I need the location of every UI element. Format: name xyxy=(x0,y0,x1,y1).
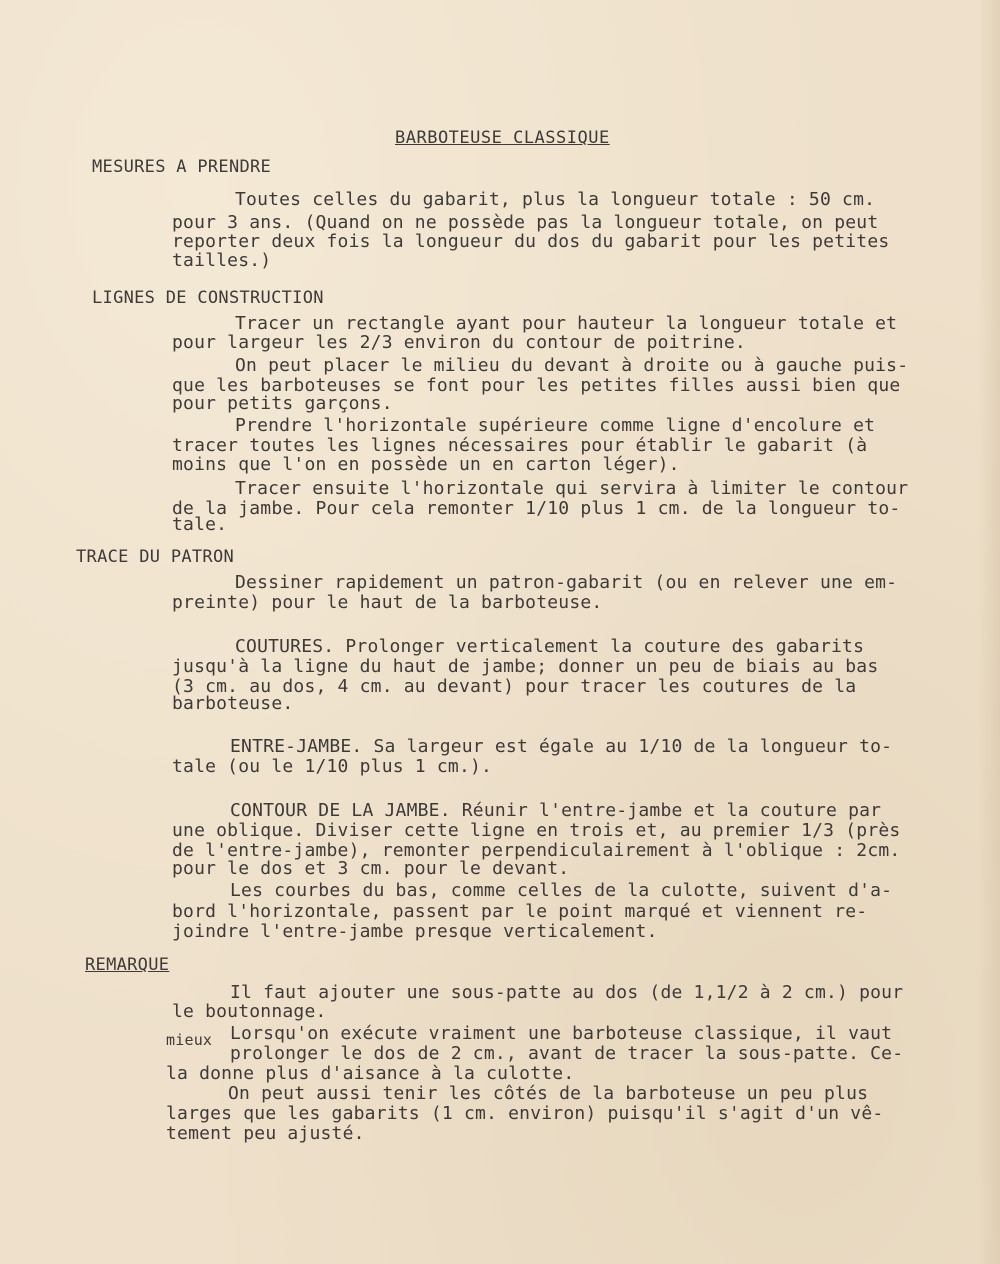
mesures-line-1: pour 3 ans. (Quand on ne possède pas la longueur totale, on peut xyxy=(172,212,879,233)
lignes-line-4: pour petits garçons. xyxy=(172,393,393,414)
entrejambe-line-0: ENTRE-JAMBE. Sa largeur est égale au 1/10 de la longueur to- xyxy=(230,736,893,757)
entrejambe-line-1: tale (ou le 1/10 plus 1 cm.). xyxy=(172,756,493,777)
lignes-line-2: On peut placer le milieu du devant à droite ou à gauche puis- xyxy=(235,355,909,376)
lignes-line-3: que les barboteuses se font pour les petites filles aussi bien que xyxy=(172,375,901,396)
lignes-line-5: Prendre l'horizontale supérieure comme ligne d'encolure et xyxy=(235,415,876,436)
remarque-line-6: larges que les gabarits (1 cm. environ) puisqu'il s'agit d'un vê- xyxy=(166,1103,884,1124)
contour-line-1: une oblique. Diviser cette ligne en trois et, au premier 1/3 (près xyxy=(172,820,901,841)
document-title: BARBOTEUSE CLASSIQUE xyxy=(395,128,610,148)
contour-line-3: pour le dos et 3 cm. pour le devant. xyxy=(172,858,570,879)
remarque-line-3: prolonger le dos de 2 cm., avant de tracer la sous-patte. Ce- xyxy=(230,1043,904,1064)
heading-remarque: REMARQUE xyxy=(85,955,170,975)
contour-line-6: joindre l'entre-jambe presque verticalement. xyxy=(172,921,658,942)
lignes-line-10: tale. xyxy=(172,514,228,535)
lignes-line-0: Tracer un rectangle ayant pour hauteur la longueur totale et xyxy=(235,313,898,334)
coutures-line-2: (3 cm. au dos, 4 cm. au devant) pour tracer les coutures de la xyxy=(172,676,857,697)
lignes-line-9: de la jambe. Pour cela remonter 1/10 plus 1 cm. de la longueur to- xyxy=(172,498,901,519)
contour-line-5: bord l'horizontale, passent par le point marqué et viennent re- xyxy=(172,901,868,922)
contour-line-4: Les courbes du bas, comme celles de la culotte, suivent d'a- xyxy=(230,880,893,901)
mesures-line-0: Toutes celles du gabarit, plus la longueur totale : 50 cm. xyxy=(235,189,876,210)
remarque-line-4: la donne plus d'aisance à la culotte. xyxy=(166,1063,575,1084)
trace-line-0: Dessiner rapidement un patron-gabarit (ou en relever une em- xyxy=(235,572,898,593)
remarque-line-2: Lorsqu'on exécute vraiment une barboteuse classique, il vaut xyxy=(230,1023,893,1044)
lignes-line-7: moins que l'on en possède un en carton léger). xyxy=(172,454,680,475)
remarque-line-7: tement peu ajusté. xyxy=(166,1123,365,1144)
lignes-line-8: Tracer ensuite l'horizontale qui servira à limiter le contour xyxy=(235,478,909,499)
trace-line-1: preinte) pour le haut de la barboteuse. xyxy=(172,592,603,613)
remarque-line-5: On peut aussi tenir les côtés de la barboteuse un peu plus xyxy=(228,1083,869,1104)
coutures-line-0: COUTURES. Prolonger verticalement la couture des gabarits xyxy=(235,636,865,657)
paper-edge-shadow xyxy=(978,0,1000,1264)
heading-trace: TRACE DU PATRON xyxy=(76,547,235,567)
remarque-margin-word: mieux xyxy=(166,1031,213,1049)
heading-mesures: MESURES A PRENDRE xyxy=(92,157,272,177)
mesures-line-2: reporter deux fois la longueur du dos du gabarit pour les petites xyxy=(172,231,890,252)
coutures-line-1: jusqu'à la ligne du haut de jambe; donner un peu de biais au bas xyxy=(172,656,879,677)
lignes-line-6: tracer toutes les lignes nécessaires pour établir le gabarit (à xyxy=(172,435,868,456)
heading-lignes: LIGNES DE CONSTRUCTION xyxy=(92,288,324,308)
mesures-line-3: tailles.) xyxy=(172,250,272,271)
coutures-line-3: barboteuse. xyxy=(172,693,294,714)
remarque-line-0: Il faut ajouter une sous-patte au dos (de 1,1/2 à 2 cm.) pour xyxy=(230,982,904,1003)
contour-line-0: CONTOUR DE LA JAMBE. Réunir l'entre-jambe et la couture par xyxy=(230,800,882,821)
remarque-line-1: le boutonnage. xyxy=(172,1001,327,1022)
contour-line-2: de l'entre-jambe), remonter perpendiculairement à l'oblique : 2cm. xyxy=(172,840,901,861)
lignes-line-1: pour largeur les 2/3 environ du contour de poitrine. xyxy=(172,332,746,353)
